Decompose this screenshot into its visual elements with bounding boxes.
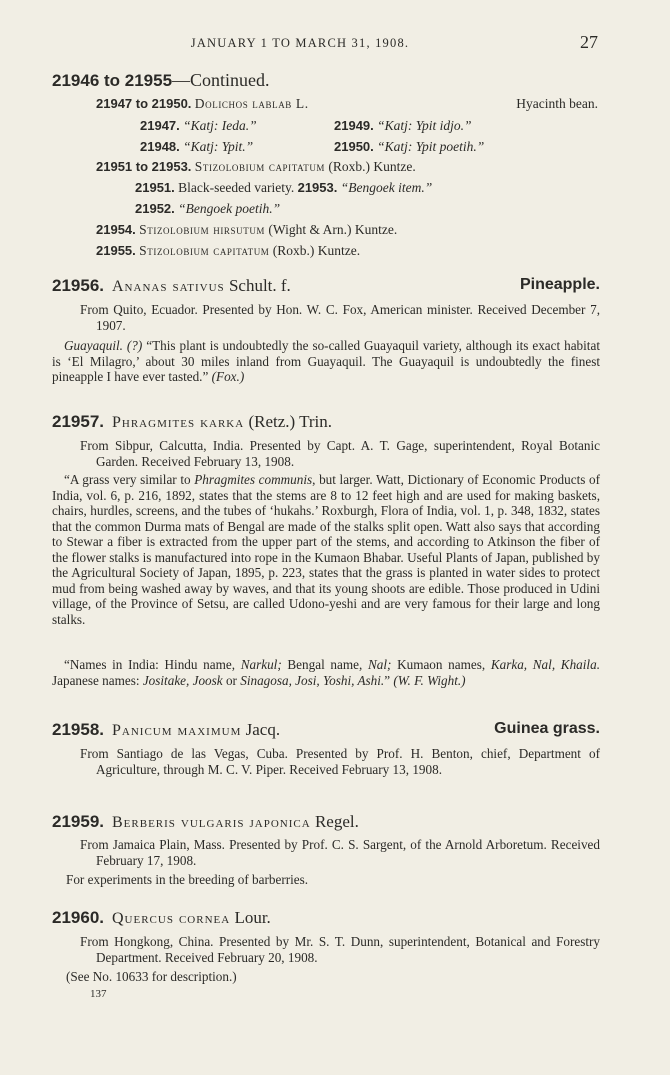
note-lead: Guayaquil. (?) xyxy=(64,338,143,353)
entry-para-21957-2 xyxy=(52,657,600,688)
entry-heading-21956 xyxy=(52,276,600,296)
entry-number: 21958. xyxy=(52,720,104,739)
source-text: From Santiago de las Vegas, Cuba. Presented by Prof. H. Benton, chief, Department of Agriculture, through M. C. V. Piper. Received February 13, 1908. xyxy=(80,746,600,777)
text-run: Bengal name, xyxy=(281,657,368,672)
entry-note-21956 xyxy=(52,338,600,385)
group2-range: 21951 to 21953. xyxy=(96,159,192,174)
note-citation: (W. F. Wight.) xyxy=(393,672,466,688)
group2-line-1 xyxy=(135,180,432,196)
source-text: From Quito, Ecuador. Presented by Hon. W. C. Fox, American minister. Received December 7, 1907. xyxy=(80,302,600,333)
page-number: 27 xyxy=(580,32,598,52)
scientific-name: Quercus cornea xyxy=(112,910,231,927)
group1-pair-1b xyxy=(334,118,472,134)
text-run-italic: Narkul; xyxy=(240,657,282,672)
entry-number: 21947. xyxy=(140,118,180,133)
text-run: , but larger. Watt, Dictionary of Economic Products of India, vol. 6, p. 216, 1892, states that the stems are 8 to 12 feet high and are used for making baskets, chairs, hurdles, screens, and the tubes of ‘hukahs.’ Roxburgh, Flora of India, vol. 1, p. 348, 1832, states that the common Durma mats of Bengal are made of the stalks split open. Watt also says that according to Stewar a fiber is extracted from the upper part of the stems, and according to Atkinson the fiber of the flower stalks is manufactured into rope in the Kumaon Bhabar. Useful Plants of Japan, published by the Agricultural Society of Japan, 1895, p. 223, states that the grass is planted in water sides to protect mud from being washed away by waves, and that its young shoots are edible. Those produced in Udini village, of the Province of Setsu, are called Udono-yeshi and are very famous for their large and long stalks. xyxy=(52,472,600,627)
continued-heading xyxy=(52,70,270,91)
entry-number: 21949. xyxy=(334,118,374,133)
scientific-name: Berberis vulgaris japonica xyxy=(112,814,311,831)
source-text: From Sibpur, Calcutta, India. Presented by Capt. A. T. Gage, superintendent, Royal Botanic Garden. Received February 13, 1908. xyxy=(80,438,600,469)
entry-number: 21950. xyxy=(334,139,374,154)
entry-source-21958 xyxy=(80,746,600,777)
entry-number: 21953. xyxy=(297,180,338,195)
authority: Regel. xyxy=(314,812,359,831)
authority: (Retz.) Trin. xyxy=(248,412,333,431)
authority: Schult. f. xyxy=(228,276,291,295)
entry-text: “Katj: Ypit poetih.” xyxy=(377,139,485,154)
entry-para-21957-1 xyxy=(52,472,600,627)
folio-number: 137 xyxy=(90,988,107,1000)
authority: Lour. xyxy=(234,908,271,927)
entry-note-21959: For experiments in the breeding of barberries. xyxy=(66,872,309,887)
group1-common: Hyacinth bean. xyxy=(516,96,598,111)
group2-heading xyxy=(96,159,416,175)
entry-number: 21948. xyxy=(140,139,180,154)
entry-number: 21952. xyxy=(135,201,175,216)
group1-pair-1 xyxy=(140,118,257,134)
entry-source-21957 xyxy=(80,438,600,469)
note-text: “This plant is undoubtedly the so-called Guayaquil variety, although its exact habitat is ‘El Milagro,’ about 30 miles inland from Guayaquil. The Guayaquil is undoubtedly the finest pineapple I have ever tasted.” xyxy=(52,338,600,384)
entry-text: “Katj: Ypit.” xyxy=(183,139,254,154)
single-entry-21954 xyxy=(96,222,397,238)
entry-number: 21955. xyxy=(96,243,136,258)
text-run-italic: Sinagosa, Josi, Yoshi, Ashi. xyxy=(240,672,385,688)
note-citation: (Fox.) xyxy=(211,369,245,384)
text-run: Kumaon names, xyxy=(391,657,491,672)
entry-authority: (Roxb.) Kuntze. xyxy=(272,243,361,258)
single-entry-21955 xyxy=(96,243,360,259)
text-run: Japanese names: xyxy=(52,672,143,688)
entry-number: 21959. xyxy=(52,812,104,831)
text-run: “A grass very similar to xyxy=(64,472,195,487)
common-name: Pineapple. xyxy=(519,276,600,293)
entry-authority: (Wight & Arn.) Kuntze. xyxy=(268,222,398,237)
text-run: ” xyxy=(384,672,394,688)
text-run-italic: Nal; xyxy=(367,657,392,672)
entry-text: Black-seeded variety. xyxy=(178,180,295,195)
common-name: Guinea grass. xyxy=(494,720,600,737)
entry-source-21959 xyxy=(80,837,600,868)
entry-heading-21960 xyxy=(52,908,600,928)
entry-heading-21958 xyxy=(52,720,600,740)
entry-text: “Bengoek item.” xyxy=(340,180,433,195)
scientific-name: Panicum maximum xyxy=(112,722,242,739)
text-run: “Names in India: Hindu name, xyxy=(64,657,241,672)
scientific-name: Ananas sativus xyxy=(112,278,225,295)
text-run-italic: Phragmites communis xyxy=(194,472,313,487)
entry-heading-21957 xyxy=(52,412,600,432)
source-text: From Jamaica Plain, Mass. Presented by Prof. C. S. Sargent, of the Arnold Arboretum. Received February 17, 1908. xyxy=(80,837,600,868)
entry-source-21960 xyxy=(80,934,600,965)
text-run: or xyxy=(222,672,241,688)
group1-range: 21947 to 21950. xyxy=(96,96,192,111)
entry-text: “Katj: Ypit idjo.” xyxy=(377,118,472,133)
entry-number: 21954. xyxy=(96,222,136,237)
entry-number: 21956. xyxy=(52,276,104,295)
entry-text: “Bengoek poetih.” xyxy=(178,201,281,216)
continued-range: 21946 to 21955 xyxy=(52,71,173,90)
entry-number: 21951. xyxy=(135,180,175,195)
group1-pair-2 xyxy=(140,139,253,155)
text-run-italic: Karka, Nal, Khaila. xyxy=(490,657,600,672)
group2-authority: (Roxb.) Kuntze. xyxy=(328,159,416,174)
group2-line-2 xyxy=(135,201,280,217)
group1-pair-2b xyxy=(334,139,484,155)
scientific-name: Phragmites karka xyxy=(112,414,245,431)
group2-name: Stizolobium capitatum xyxy=(194,159,326,174)
authority: Jacq. xyxy=(245,720,281,739)
entry-text: “Katj: Ieda.” xyxy=(183,118,257,133)
source-text: From Hongkong, China. Presented by Mr. S. T. Dunn, superintendent, Botanical and Forestry Department. Received February 20, 1908. xyxy=(80,934,600,965)
entry-name: Stizolobium hirsutum xyxy=(139,222,266,237)
entry-name: Stizolobium capitatum xyxy=(139,243,270,258)
text-run-italic: Jositake, Joosk xyxy=(142,672,223,688)
group1-name: Dolichos lablab L. xyxy=(194,96,309,111)
group1-heading xyxy=(96,96,598,112)
entry-number: 21960. xyxy=(52,908,104,927)
entry-note-21960: (See No. 10633 for description.) xyxy=(66,969,237,984)
entry-number: 21957. xyxy=(52,412,104,431)
continued-suffix: —Continued. xyxy=(172,70,270,90)
running-head: JANUARY 1 TO MARCH 31, 1908. xyxy=(190,36,410,50)
entry-source-21956 xyxy=(80,302,600,333)
entry-heading-21959 xyxy=(52,812,600,832)
